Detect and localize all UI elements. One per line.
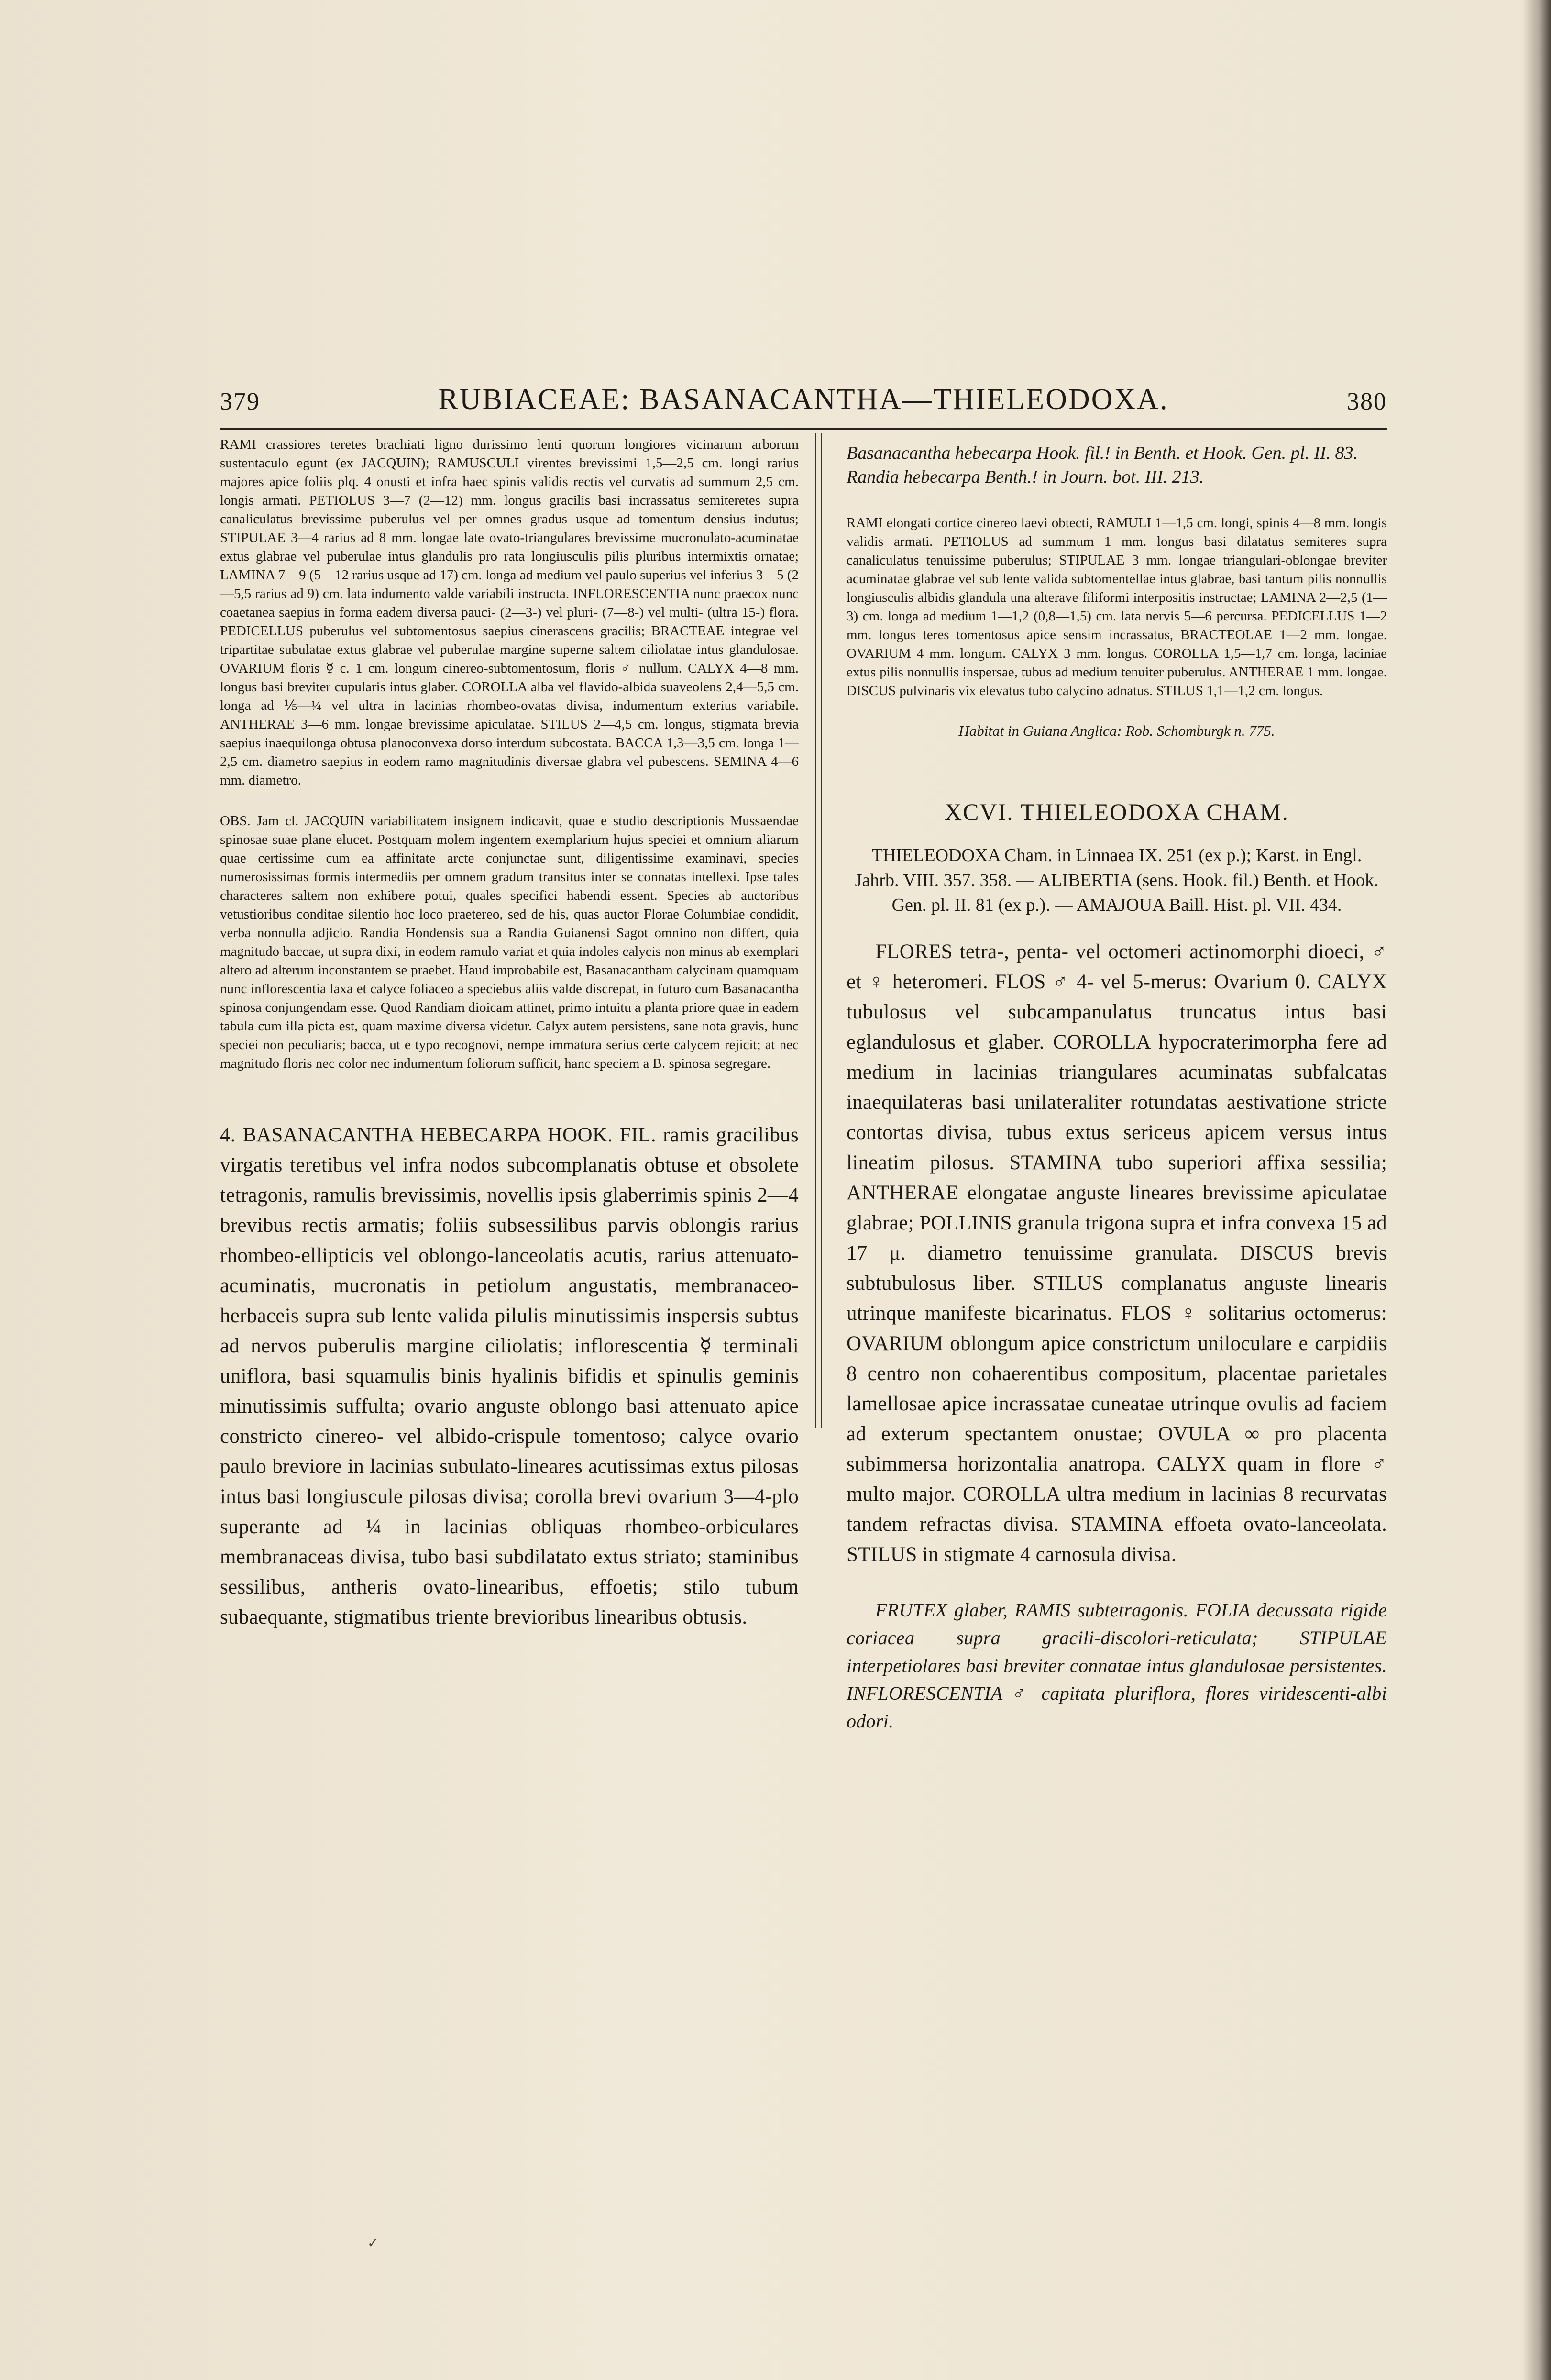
- spine-shadow: [1522, 0, 1551, 2380]
- genus-description: FLORES tetra-, penta- vel octomeri actinomorphi dioeci, ♂ et ♀ heteromeri. FLOS ♂ 4- vel 5-merus: Ovarium 0. CALYX tubulosus vel subcampanulatus truncatus intus basi eglandulosus et glaber. COROLLA hypocraterimorpha fere ad medium in lacinias triangulares acuminatas subfalcatas inaequilateras basi unilateraliter rotundatas aestivatione stricte contortas divisa, tubus extus sericeus apicem versus intus lineatim pilosus. STAMINA tubo superiori affixa sessilia; ANTHERAE elongatae anguste lineares brevissime apiculatae glabrae; POLLINIS granula trigona supra et infra convexa 15 ad 17 μ. diametro tenuissime granulata. DISCUS brevis subtubulosus liber. STILUS complanatus anguste linearis utrinque manifeste bicarinatus. FLOS ♀ solitarius octomerus: OVARIUM oblongum apice constrictum uniloculare e carpidiis 8 centro non cohaerentibus compositum, placentae parietales lamellosae apice incrassatae cuneatae utrinque ovulis ad faciem ad exterum spectantem onustae; OVULA ∞ pro placenta subimmersa horizontalia anatropa. CALYX quam in flore ♂ multo major. COROLLA ultra medium in lacinias 8 recurvatas tandem refractas divisa. STAMINA effoeta ovato-lanceolata. STILUS in stigmate 4 carnosula divisa.: [847, 941, 1387, 1566]
- page-number-right: 380: [1347, 388, 1387, 415]
- page-number-left: 379: [220, 388, 260, 415]
- page-header: [220, 378, 1387, 431]
- right-column: [847, 435, 1387, 1735]
- habit-description: FRUTEX glaber, RAMIS subtetragonis. FOLIA decussata rigide coriacea supra gracili-discolori-reticulata; STIPULAE interpetiolares basi breviter connatae intus glandulosae persistentes. INFLORESCENTIA ♂ capitata pluriflora, flores viridescenti-albi odori.: [847, 1599, 1387, 1732]
- species-entry: [220, 1120, 799, 1632]
- genus-synonyms: THIELEODOXA Cham. in Linnaea IX. 251 (ex p.); Karst. in Engl. Jahrb. VIII. 357. 358. — ALIBERTIA (sens. Hook. fil.) Benth. et Hook. Gen. pl. II. 81 (ex p.). — AMAJOUA Baill. Hist. pl. VII. 434.: [855, 845, 1379, 915]
- species-detail-description: RAMI elongati cortice cinereo laevi obtecti, RAMULI 1—1,5 cm. longi, spinis 4—8 mm. longis validis armati. PETIOLUS ad summum 1 mm. longus basi dilatatus semiteres supra canaliculatus tenuissime puberulus; STIPULAE 3 mm. longae triangulari-oblongae breviter acuminatae glabrae vel sub lente valida subtomentellae intus glabrae, basi tantum pilis nonnullis longiusculis albidis glandula una alterave filiformi interpositis instructae; LAMINA 2—2,5 (1—3) cm. longa ad medium 1—1,2 (0,8—1,5) cm. lata nervis 5—6 percursa. PEDICELLUS 1—2 mm. longus teres tomentosus apice sensim incrassatus, BRACTEOLAE 1—2 mm. longae. OVARIUM 4 mm. longum. CALYX 3 mm. longus. COROLLA 1,5—1,7 cm. longa, laciniae extus pilis nonnullis inspersae, tubus ad medium tenuiter puberulus. ANTHERAE 1 mm. longae. DISCUS pulvinaris vix elevatus tubo calycino adnatus. STILUS 1,1—1,2 cm. longus.: [847, 515, 1387, 698]
- species-paragraph: [220, 1120, 799, 1632]
- observation-paragraph: OBS. Jam cl. JACQUIN variabilitatem insignem indicavit, quae e studio descriptionis Mussaendae spinosae suae plane elucet. Postquam molem ingentem exemplarium hujus speciei et omnium aliarum quae certissime cum ea affinitate arcte conjunctae sunt, diligentissime examinavi, species numerosissimas formis intermediis per omnem gradum transitus inter se connatas intellexi. Ipse tales characteres saltem non exhibere potui, quales specifici habendi essent. Species ab auctoribus vetustioribus conditae silentio hoc loco praetereo, sed de his, quas auctor Florae Columbiae condidit, verba nonnulla adjicio. Randia Hondensis sua a Randia Guianensi Sagot omnino non differt, quia magnitudo baccae, ut supra dixi, in eodem ramulo variat et quia indoles calycis non minus ab exemplari altero ad alterum inconstantem se praebet. Haud improbabile est, Basanacantham calycinam quamquam nunc inflorescentia laxa et calyce foliaceo a speciebus aliis valde discrepat, in futuro cum Basanacantha spinosa conjungendam esse. Quod Randiam dioicam attinet, primo intuitu a planta priore quae in eadem tabula cum illa picta est, quam maxime diversa videtur. Calyx autem persistens, sane nota gravis, hunc speciei non peculiaris; bacca, ut e typo recognovi, nempe immatura serius certe calycem rejicit; at nec magnitudo floris nec color nec indumentum foliorum sufficit, hanc speciem a B. spinosa segregare.: [220, 813, 799, 1071]
- stray-mark: ✓: [367, 2236, 379, 2251]
- running-head: RUBIACEAE: BASANACANTHA—THIELEODOXA.: [438, 383, 1169, 416]
- left-column: [220, 435, 799, 1632]
- species-description-continued: RAMI crassiores teretes brachiati ligno durissimo lenti quorum longiores vicinarum arborum sustentaculo egunt (ex JACQUIN); RAMUSCULI virentes brevissimi 1,5—2,5 cm. longi rarius majores apice foliis plq. 4 onusti et infra haec spinis validis rectis vel curvatis ad summum 2,5 cm. longis armati. PETIOLUS 3—7 (2—12) mm. longus gracilis basi incrassatus semiteretes supra canaliculatus brevissime puberulus vel per omnes gradus usque ad tomentum densius indutus; STIPULAE 3—4 rarius ad 8 mm. longae late ovato-triangulares brevissime mucronulato-acuminatae extus glabrae vel puberulae intus glandulis pro rata longiusculis pilis pluribus intermixtis ornatae; LAMINA 7—9 (5—12 rarius usque ad 17) cm. longa ad medium vel paulo superius vel inferius 3—5 (2—5,5 rarius ad 9) cm. lata indumento valde variabili instructa. INFLORESCENTIA nunc praecox nunc coaetanea saepius in forma eadem diversa pauci- (2—3-) vel pluri- (7—8-) vel multi- (ultra 15-) flora. PEDICELLUS puberulus vel subtomentosus saepius cinerascens gracilis; BRACTEAE integrae vel tripartitae subulatae extus glabrae vel puberulae margine superne saltem ciliolatae intus glandulosae. OVARIUM floris ☿ c. 1 cm. longum cinereo-subtomentosum, floris ♂ nullum. CALYX 4—8 mm. longus basi breviter cupularis intus glaber. COROLLA alba vel flavido-albida suaveolens 2,4—5,5 cm. longa ad ⅕—¼ vel ultra in lacinias rhombeo-ovatas divisa, indumentum exterius variabile. ANTHERAE 3—6 mm. longae brevissime apiculatae. STILUS 2—4,5 cm. longus, stigmata brevia saepius inaequilonga obtusa planoconvexa dorso interdum subcostata. BACCA 1,3—3,5 cm. longa 1—2,5 cm. diametro saepius in eodem ramo magnitudinis diversae glabra vel pubescens. SEMINA 4—6 mm. diametro.: [220, 437, 799, 788]
- synonym-references: [847, 441, 1387, 489]
- genus-heading: XCVI. THIELEODOXA CHAM.: [944, 798, 1289, 825]
- header-rule: [220, 428, 1387, 430]
- column-divider: [815, 433, 822, 1428]
- reference-randia: Randia hebecarpa Benth.! in Journ. bot. III. 213.: [847, 467, 1204, 487]
- habitat-note: Habitat in Guiana Anglica: Rob. Schomburgk n. 775.: [958, 722, 1275, 739]
- species-diagnosis: ramis gracilibus virgatis teretibus vel infra nodos subcomplanatis obtuse et obsolete tetragonis, ramulis brevissimis, novellis ipsis glaberrimis spinis 2—4 brevibus rectis armatis; foliis subsessilibus parvis oblongis rarius rhombeo-ellipticis vel oblongo-lanceolatis acutis, rarius attenuato-acuminatis, mucronatis in petiolum angustatis, membranaceo-herbaceis supra sub lente valida pilulis minutissimis inspersis subtus ad nervos puberulis margine ciliolatis; inflorescentia ☿ terminali uniflora, basi squamulis binis hyalinis bifidis et spinulis geminis minutissimis suffulta; ovario anguste oblongo basi attenuato apice constricto cinereo- vel albido-crispule tomentoso; calyce ovario paulo breviore in lacinias subulato-lineares acutissimas extus pilosas intus basi longiuscule pilosas divisa; corolla brevi ovarium 3—4-plo superante ad ¼ in lacinias obliquas rhombeo-orbiculares membranaceas divisa, tubo basi subdilatato extus striato; staminibus sessilibus, antheris ovato-linearibus, effoetis; stilo tubum subaequante, stigmatibus triente brevioribus linearibus obtusis.: [220, 1124, 799, 1628]
- species-title: 4. BASANACANTHA HEBECARPA HOOK. FIL.: [220, 1124, 656, 1146]
- reference-basanacantha: Basanacantha hebecarpa Hook. fil.! in Benth. et Hook. Gen. pl. II. 83.: [847, 443, 1358, 463]
